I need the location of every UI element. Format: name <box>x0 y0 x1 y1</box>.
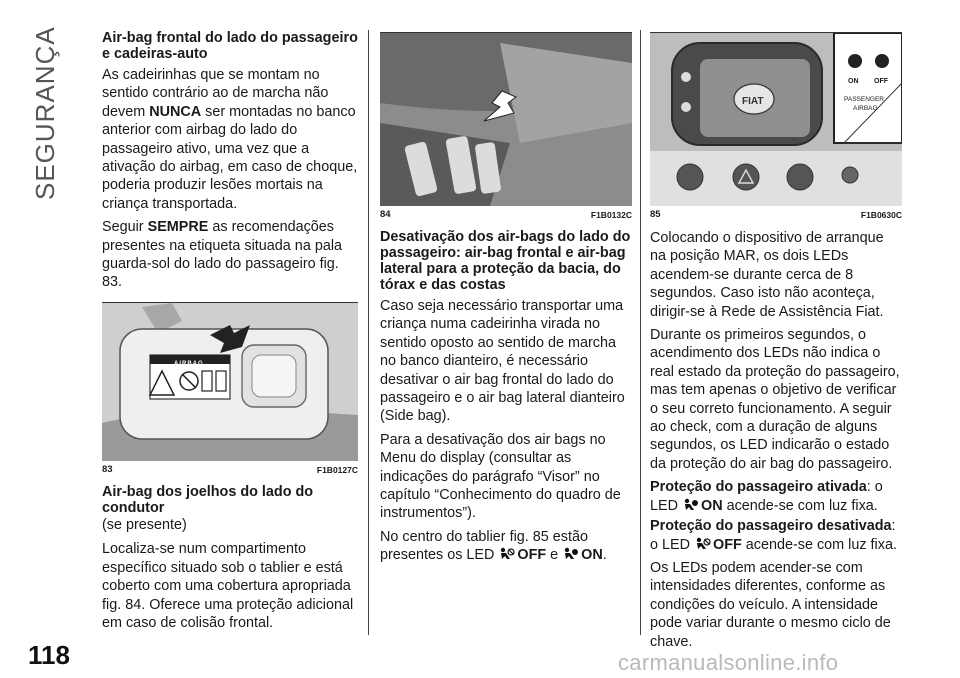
dashboard-center-illustration <box>650 33 902 206</box>
heading-knee-airbag: Air-bag dos joelhos do lado do condutor <box>102 483 314 516</box>
airbag-off-icon <box>695 537 711 551</box>
section-label: SEGURANÇA <box>30 26 60 200</box>
figure-code: F1B0630C <box>860 210 902 220</box>
airbag-on-icon <box>563 547 579 561</box>
figure-83-caption <box>102 464 358 476</box>
figure-85-caption <box>650 209 902 221</box>
paragraph: No centro do tablier fig. 85 estão presentes os LED OFF e ON. <box>380 528 607 564</box>
airbag-on-icon <box>683 498 699 512</box>
figure-83-label: AIRBAG <box>174 360 204 367</box>
figure-84 <box>380 32 632 206</box>
paragraph: Caso seja necessário transportar uma criança numa cadeirinha virada no sentido oposto ao sentido de marcha no banco dianteiro, é necessário desativar o air bag frontal do lado do passageiro e o air bag lateral dianteiro (Side bag). <box>380 298 625 425</box>
paragraph: Os LEDs podem acender-se com intensidades diferentes, conforme as condições do veículo. A intensidade pode variar durante o mesmo ciclo de chave. <box>650 559 891 650</box>
inset-airbag-label: AIRBAG <box>853 105 878 112</box>
fiat-logo: FIAT <box>742 96 764 107</box>
sun-visor-illustration <box>102 303 358 461</box>
column-3 <box>650 30 902 656</box>
pedals-illustration <box>380 33 632 206</box>
paragraph: Seguir SEMPRE as recomendações presentes na etiqueta situada na pala guarda-sol do lado do passageiro fig. 83. <box>102 219 343 291</box>
figure-number: 83 <box>102 463 113 475</box>
heading-subtitle: (se presente) <box>102 516 187 533</box>
column-divider <box>368 30 369 635</box>
column-2 <box>380 30 632 570</box>
column-1 <box>102 30 358 637</box>
inset-on-label: ON <box>848 78 859 85</box>
figure-number: 85 <box>650 209 661 220</box>
page-number: 118 <box>28 640 70 670</box>
heading-airbag-passenger-child-seat: Air-bag frontal do lado do passageiro e cadeiras-auto <box>102 30 358 62</box>
figure-code: F1B0132C <box>590 210 632 220</box>
airbag-off-icon <box>499 547 515 561</box>
heading-airbag-deactivation: Desativação dos air-bags do lado do passageiro: air-bag frontal e air-bag lateral para a proteção da bacia, do tórax e das costas <box>380 229 631 293</box>
figure-83 <box>102 302 358 461</box>
inset-passenger-label: PASSENGER <box>844 96 884 103</box>
inset-off-label: OFF <box>874 78 888 85</box>
figure-number: 84 <box>380 209 391 220</box>
paragraph: Proteção do passageiro desativada: o LED OFF acende-se com luz fixa. <box>650 518 897 553</box>
figure-code: F1B0127C <box>316 464 358 475</box>
paragraph: Para a desativação dos air bags no Menu do display (consultar as indicações do parágrafo “Visor” no capítulo “Conhecimento do quadro de instrumentos”). <box>380 431 621 522</box>
paragraph: Durante os primeiros segundos, o acendimento dos LEDs não indica o real estado da proteção do passageiro, mas tem apenas o objetivo de verificar o seu correto funcionamento. A seguir ao check, com a duração de alguns segundos, os LED indicarão o estado da proteção do air bag do passageiro. <box>650 327 900 472</box>
paragraph: Localiza-se num compartimento específico situado sob o tablier e está coberto com uma cobertura apropriada fig. 84. Oferece uma proteção adicional em caso de colisão frontal. <box>102 541 354 631</box>
column-divider <box>640 30 641 635</box>
figure-85 <box>650 32 902 206</box>
watermark: carmanualsonline.info <box>618 650 839 675</box>
paragraph: Colocando o dispositivo de arranque na posição MAR, os dois LEDs acendem-se durante cerca de 8 segundos. Caso isto não aconteça, dirigir-se à Rede de Assistência Fiat. <box>650 230 884 320</box>
paragraph: Proteção do passageiro ativada: o LED ON acende-se com luz fixa. <box>650 479 883 514</box>
figure-84-caption <box>380 209 632 221</box>
paragraph: As cadeirinhas que se montam no sentido contrário ao de marcha não devem NUNCA ser montadas no banco anterior com airbag do lado do passageiro ativo, uma vez que a ativação do airbag, em caso de choque, poderia produzir lesões mortais na criança transportada. <box>102 67 358 212</box>
